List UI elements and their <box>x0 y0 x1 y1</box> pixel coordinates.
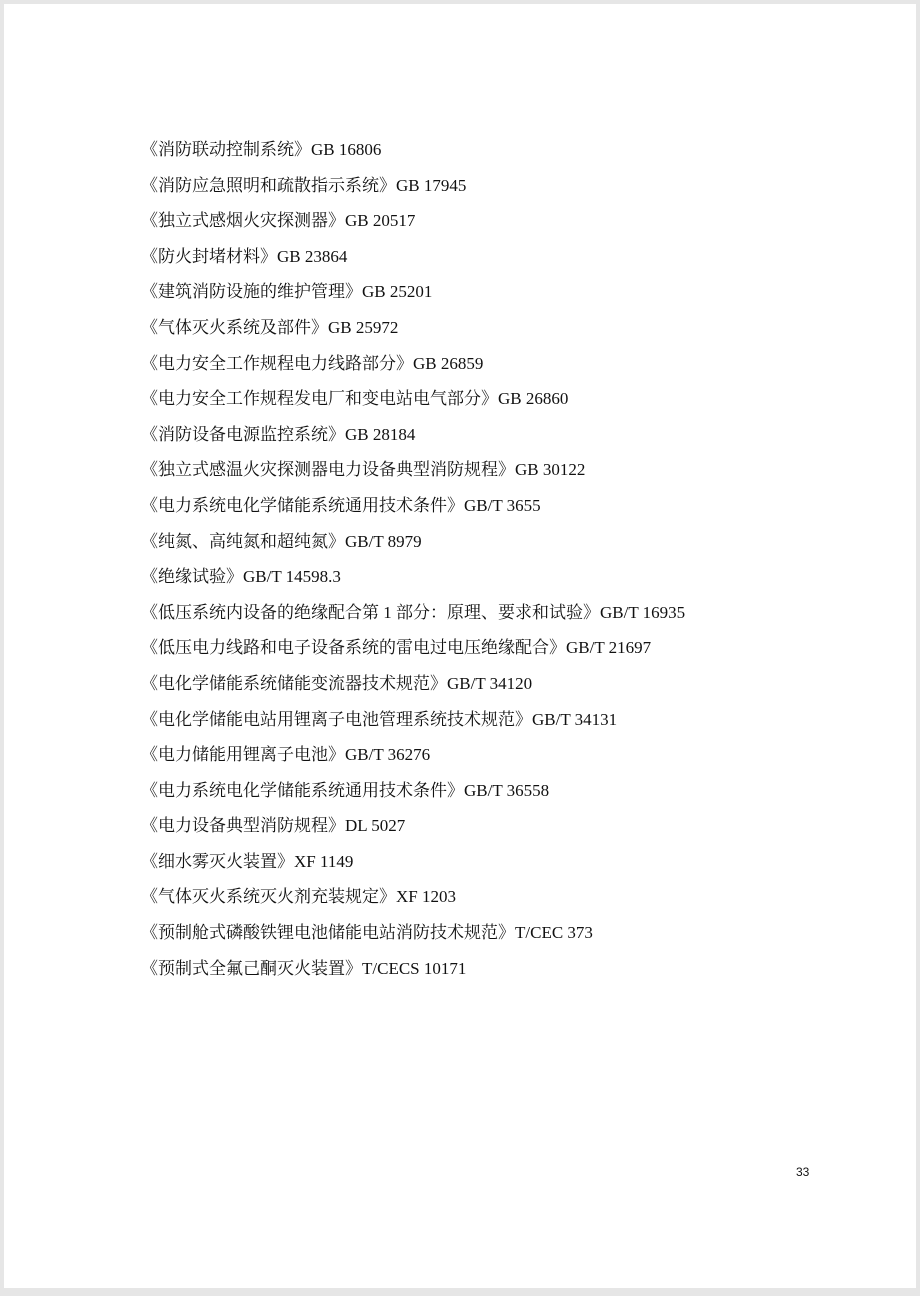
reference-item: 《电力设备典型消防规程》DL 5027 <box>141 816 406 836</box>
reference-item: 《细水雾灭火装置》XF 1149 <box>141 851 354 871</box>
reference-item: 《消防联动控制系统》GB 16806 <box>141 140 382 159</box>
reference-item: 《防火封堵材料》GB 23864 <box>141 246 348 266</box>
reference-item: 《电力系统电化学储能系统通用技术条件》GB/T 3655 <box>141 495 541 515</box>
reference-item: 《预制舱式磷酸铁锂电池储能电站消防技术规范》T/CEC 373 <box>141 923 593 943</box>
reference-item: 《电力系统电化学储能系统通用技术条件》GB/T 36558 <box>141 780 550 800</box>
reference-item: 《低压电力线路和电子设备系统的雷电过电压绝缘配合》GB/T 21697 <box>141 638 652 658</box>
page-number: 33 <box>796 1165 810 1179</box>
reference-item: 《气体灭火系统灭火剂充装规定》XF 1203 <box>141 887 456 907</box>
reference-item: 《独立式感温火灾探测器电力设备典型消防规程》GB 30122 <box>141 460 586 480</box>
reference-item: 《消防设备电源监控系统》GB 28184 <box>141 424 416 444</box>
document-page <box>4 4 916 1288</box>
reference-item: 《电力储能用锂离子电池》GB/T 36276 <box>141 745 431 765</box>
reference-item: 《电力安全工作规程电力线路部分》GB 26859 <box>141 353 484 373</box>
reference-item: 《低压系统内设备的绝缘配合第 1 部分：原理、要求和试验》GB/T 16935 <box>141 602 686 622</box>
reference-item: 《气体灭火系统及部件》GB 25972 <box>141 317 399 337</box>
reference-item: 《电化学储能系统储能变流器技术规范》GB/T 34120 <box>141 673 533 693</box>
reference-item: 《消防应急照明和疏散指示系统》GB 17945 <box>141 175 467 195</box>
reference-item: 《预制式全氟己酮灭火装置》T/CECS 10171 <box>141 958 467 978</box>
reference-item: 《独立式感烟火灾探测器》GB 20517 <box>141 211 416 231</box>
reference-item: 《建筑消防设施的维护管理》GB 25201 <box>141 282 433 302</box>
reference-item: 《绝缘试验》GB/T 14598.3 <box>141 567 341 587</box>
reference-item: 《电化学储能电站用锂离子电池管理系统技术规范》GB/T 34131 <box>141 709 618 729</box>
reference-item: 《电力安全工作规程发电厂和变电站电气部分》GB 26860 <box>141 389 569 409</box>
reference-list <box>141 132 685 986</box>
reference-item: 《纯氮、高纯氮和超纯氮》GB/T 8979 <box>141 531 422 551</box>
